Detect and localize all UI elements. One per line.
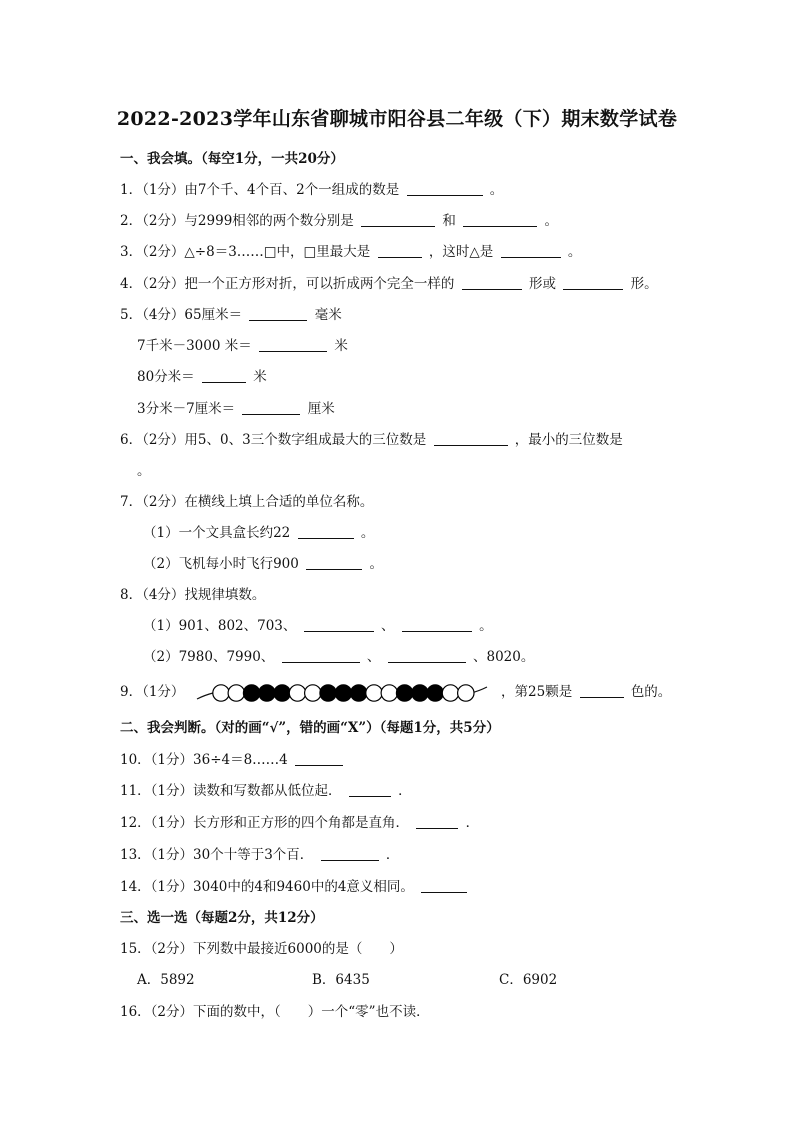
white-bead	[366, 684, 382, 700]
string-left-end	[197, 693, 213, 699]
answer-blank[interactable]	[378, 244, 422, 258]
white-bead	[228, 684, 244, 700]
question-text: 9．（1分）	[120, 684, 185, 700]
white-bead	[457, 684, 473, 700]
question-text-mid: ，这时△是	[428, 244, 494, 260]
answer-blank[interactable]	[407, 182, 483, 196]
question-5-line-3	[137, 365, 267, 385]
question-text: 2．（2分）与2999相邻的两个数分别是	[120, 213, 354, 229]
question-text: （1）901、802、703、	[143, 618, 297, 634]
question-separator: 、	[366, 649, 381, 665]
question-text-mid: ，最小的三位数是	[514, 432, 623, 448]
question-text: 12．（1分）长方形和正方形的四个角都是直角．	[120, 815, 410, 831]
answer-blank[interactable]	[202, 369, 246, 383]
black-bead	[258, 684, 274, 700]
black-bead	[274, 684, 290, 700]
answer-blank[interactable]	[416, 815, 458, 829]
question-text-end: ．	[398, 783, 412, 799]
black-bead	[320, 684, 336, 700]
question-text-mid: 和	[442, 213, 456, 229]
question-text: 13．（1分）30个十等于3个百．	[120, 847, 314, 863]
question-text-end: 。	[544, 213, 558, 229]
question-text: 3分米－7厘米＝	[137, 401, 236, 417]
answer-blank[interactable]	[388, 649, 466, 663]
question-unit: 厘米	[307, 401, 335, 417]
answer-blank[interactable]	[563, 276, 623, 290]
question-text-end: ．	[465, 815, 480, 831]
question-text: 80分米＝	[137, 369, 195, 385]
white-bead	[381, 684, 397, 700]
answer-blank[interactable]	[242, 401, 300, 415]
option-a[interactable]: A．5892	[137, 972, 195, 988]
black-bead	[427, 684, 443, 700]
white-bead	[213, 684, 229, 700]
question-10	[120, 748, 346, 768]
white-bead	[442, 684, 458, 700]
question-7-sub-2	[143, 552, 383, 572]
question-1	[120, 178, 503, 198]
question-text: （2）7980、7990、	[143, 649, 275, 665]
white-bead	[289, 684, 305, 700]
bead-group	[213, 684, 474, 700]
answer-blank[interactable]	[463, 213, 537, 227]
answer-blank[interactable]	[580, 684, 624, 698]
question-unit: 米	[334, 338, 348, 354]
answer-blank[interactable]	[306, 556, 362, 570]
section-2-heading: 二、我会判断。（对的画“√”，错的画“X”）（每题1分，共5分）	[120, 720, 500, 736]
question-text: 10．（1分）36÷4＝8……4	[120, 752, 288, 768]
question-5-line-4	[137, 397, 335, 417]
page-title: 2022-2023学年山东省聊城市阳谷县二年级（下）期末数学试卷	[116, 108, 678, 130]
question-text-end: ．	[385, 847, 400, 863]
question-5-line-2	[137, 334, 348, 354]
question-text: 3．（2分）△÷8＝3……□中，□里最大是	[120, 244, 371, 260]
answer-blank[interactable]	[434, 432, 508, 446]
question-separator: 、	[381, 618, 395, 634]
question-8-sub-2	[143, 645, 534, 665]
question-text: 1．（1分）由7个千、4个百、2个一组成的数是	[120, 182, 400, 198]
question-9	[120, 680, 671, 705]
question-7: 7．（2分）在横线上填上合适的单位名称。	[120, 494, 374, 510]
question-text-end: 。	[369, 556, 383, 572]
option-c[interactable]: C．6902	[499, 972, 558, 988]
answer-blank[interactable]	[282, 649, 360, 663]
question-14	[120, 875, 470, 895]
question-2	[120, 209, 558, 229]
option-b[interactable]: B．6435	[312, 972, 370, 988]
answer-blank[interactable]	[462, 276, 522, 290]
answer-blank[interactable]	[361, 213, 435, 227]
question-text: 4．（2分）把一个正方形对折，可以折成两个完全一样的	[120, 276, 455, 292]
answer-blank[interactable]	[295, 752, 343, 766]
question-text-mid: 形或	[529, 276, 557, 292]
answer-blank[interactable]	[501, 244, 561, 258]
question-16: 16．（2分）下面的数中，（ ）一个“零”也不读．	[120, 1004, 430, 1020]
question-text: （1）一个文具盒长约22	[143, 525, 291, 541]
black-bead	[350, 684, 366, 700]
question-text: 7千米－3000 米＝	[137, 338, 252, 354]
question-text: 5．（4分）65厘米＝	[120, 307, 243, 323]
question-5	[120, 303, 342, 323]
question-15: 15．（2分）下列数中最接近6000的是（ ）	[120, 941, 403, 957]
question-text-end: 色的。	[630, 684, 672, 700]
white-bead	[304, 684, 320, 700]
answer-blank[interactable]	[249, 307, 307, 321]
question-text: 6．（2分）用5、0、3三个数字组成最大的三位数是	[120, 432, 427, 448]
question-text-end: 。	[567, 244, 582, 260]
black-bead	[335, 684, 351, 700]
question-6	[120, 428, 623, 448]
answer-blank[interactable]	[349, 783, 391, 797]
question-text-end: 。	[479, 618, 493, 634]
question-text-end: 。	[489, 182, 504, 198]
question-12	[120, 811, 479, 831]
answer-blank[interactable]	[304, 618, 374, 632]
answer-blank[interactable]	[298, 525, 354, 539]
question-13	[120, 843, 399, 863]
bead-string-figure	[195, 681, 491, 705]
question-text-mid: ，第25颗是	[501, 684, 573, 700]
black-bead	[243, 684, 259, 700]
answer-blank[interactable]	[402, 618, 472, 632]
question-11	[120, 779, 412, 799]
answer-blank[interactable]	[259, 338, 327, 352]
question-3	[120, 240, 581, 260]
question-4	[120, 272, 658, 292]
question-text: （2）飞机每小时飞行900	[143, 556, 299, 572]
question-unit: 米	[253, 369, 267, 385]
question-text: 14．（1分）3040中的4和9460中的4意义相同。	[120, 879, 414, 895]
question-8: 8．（4分）找规律填数。	[120, 587, 266, 603]
black-bead	[411, 684, 427, 700]
question-unit: 毫米	[314, 307, 342, 323]
answer-blank[interactable]	[421, 879, 467, 893]
question-6-end: 。	[137, 463, 151, 479]
answer-blank[interactable]	[321, 847, 379, 861]
question-text-end: 形。	[630, 276, 658, 292]
section-1-heading: 一、我会填。（每空1分，一共20分）	[120, 151, 344, 167]
question-7-sub-1	[143, 521, 374, 541]
question-8-sub-1	[143, 614, 493, 634]
question-text: 11．（1分）读数和写数都从低位起．	[120, 783, 342, 799]
question-text-end: 。	[360, 525, 375, 541]
black-bead	[396, 684, 412, 700]
question-text-end: 、8020。	[473, 649, 535, 665]
section-3-heading: 三、选一选（每题2分，共12分）	[120, 910, 324, 926]
